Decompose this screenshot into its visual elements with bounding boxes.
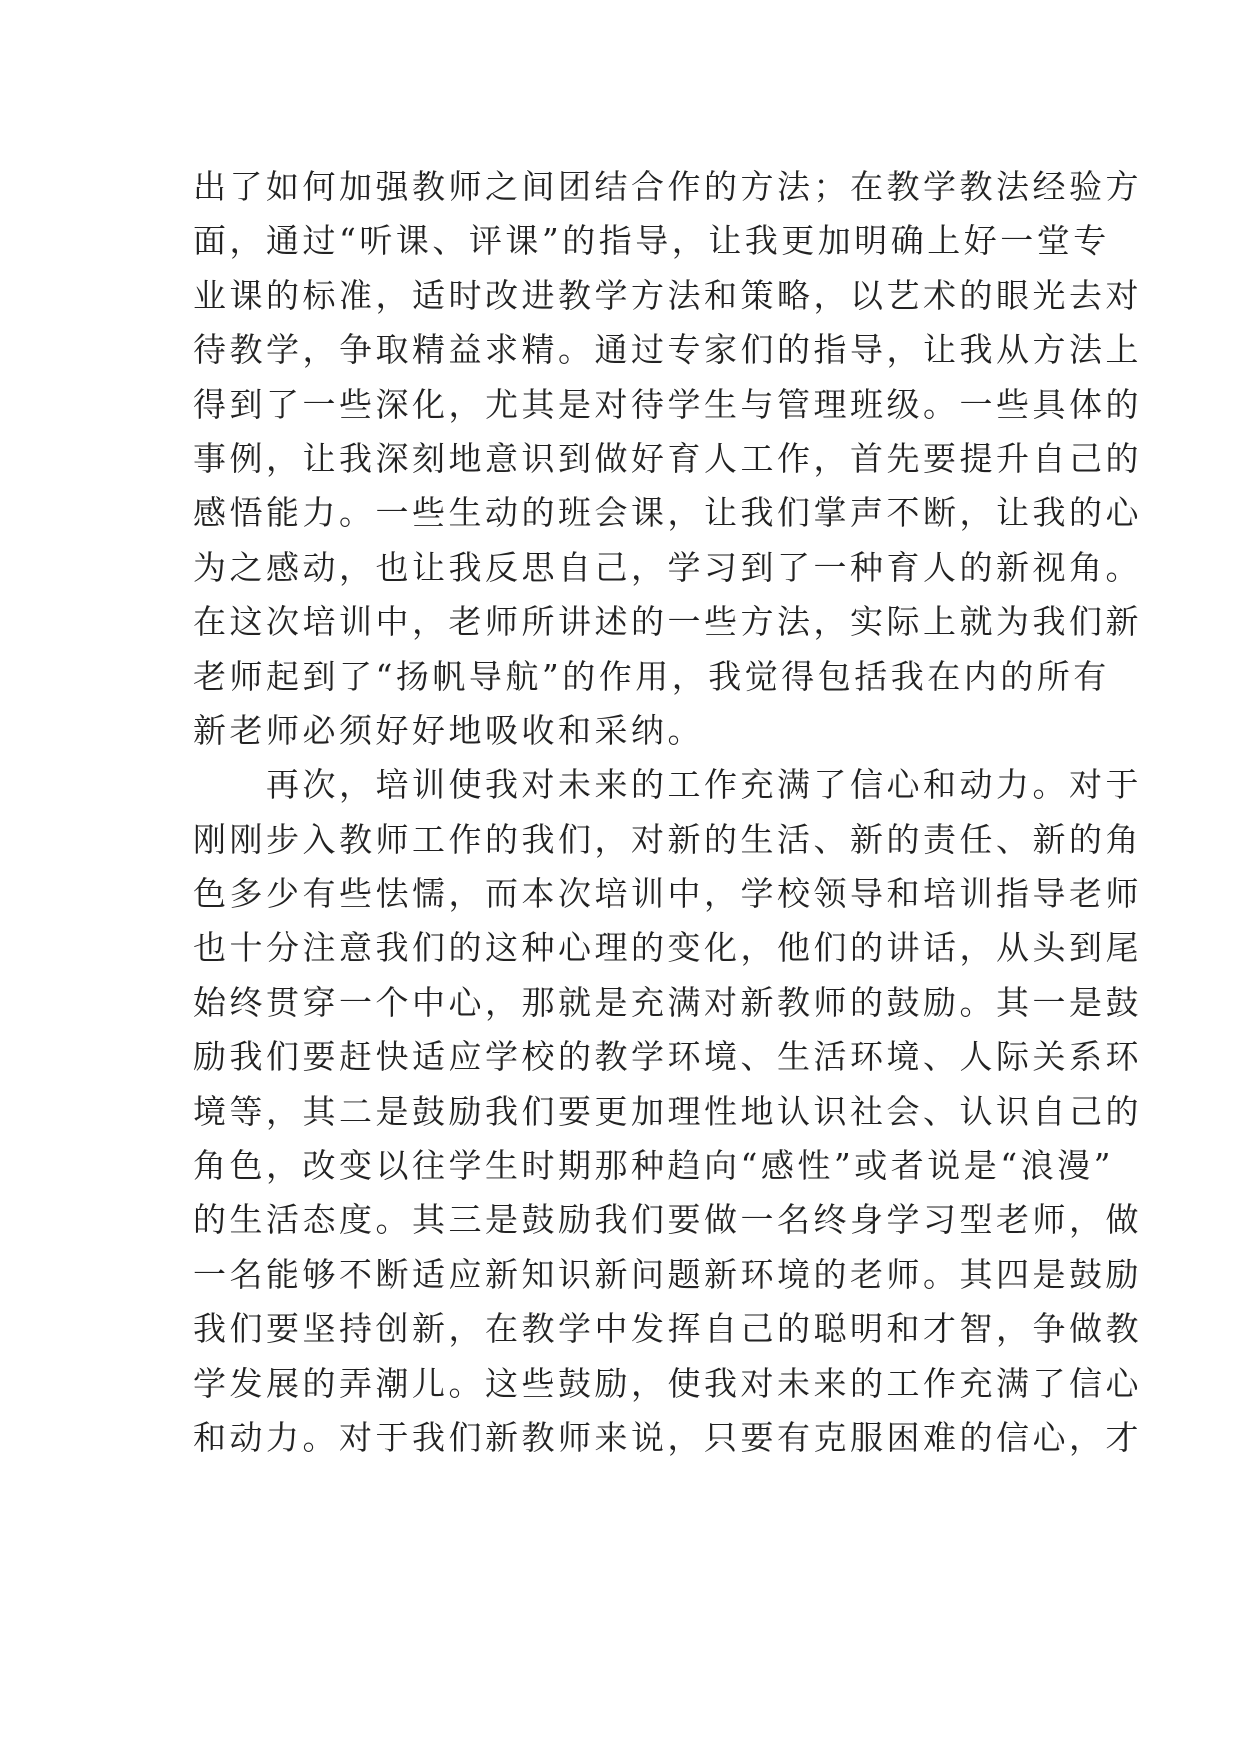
text-line: 也十分注意我们的这种心理的变化，他们的讲话，从头到尾 [193,928,1142,968]
text-line: 和动力。对于我们新教师来说，只要有克服困难的信心，才 [193,1417,1142,1457]
text-line: 业课的标准，适时改进教学方法和策略，以艺术的眼光去对 [193,275,1142,315]
body-text [193,160,1142,1465]
text-line: 在这次培训中，老师所讲述的一些方法，实际上就为我们新 [193,602,1142,642]
text-line: 的生活态度。其三是鼓励我们要做一名终身学习型老师，做 [193,1200,1142,1240]
text-line: 老师起到了“扬帆导航”的作用，我觉得包括我在内的所有 [193,656,1110,696]
text-line: 新老师必须好好地吸收和采纳。 [193,710,704,750]
text-line: 角色，改变以往学生时期那种趋向“感性”或者说是“浪漫” [193,1146,1114,1186]
text-line: 待教学，争取精益求精。通过专家们的指导，让我从方法上 [193,330,1142,370]
text-line: 色多少有些怯懦，而本次培训中，学校领导和培训指导老师 [193,874,1142,914]
text-line: 励我们要赶快适应学校的教学环境、生活环境、人际关系环 [193,1037,1142,1077]
text-line: 一名能够不断适应新知识新问题新环境的老师。其四是鼓励 [193,1254,1142,1294]
text-line: 感悟能力。一些生动的班会课，让我们掌声不断，让我的心 [193,493,1142,533]
text-line: 始终贯穿一个中心，那就是充满对新教师的鼓励。其一是鼓 [193,982,1142,1022]
text-line: 事例，让我深刻地意识到做好育人工作，首先要提升自己的 [193,438,1142,478]
text-line: 出了如何加强教师之间团结合作的方法；在教学教法经验方 [193,167,1142,206]
text-line: 学发展的弄潮儿。这些鼓励，使我对未来的工作充满了信心 [193,1363,1142,1403]
text-line: 刚刚步入教师工作的我们，对新的生活、新的责任、新的角 [193,819,1142,859]
text-line: 境等，其二是鼓励我们要更加理性地认识社会、认识自己的 [193,1091,1142,1131]
text-line: 我们要坚持创新，在教学中发挥自己的聪明和才智，争做教 [193,1309,1142,1349]
text-line: 得到了一些深化，尤其是对待学生与管理班级。一些具体的 [193,384,1142,424]
paragraph-start-line: 再次，培训使我对未来的工作充满了信心和动力。对于 [193,765,1142,805]
text-line: 为之感动，也让我反思自己，学习到了一种育人的新视角。 [193,547,1142,587]
text-line: 面，通过“听课、评课”的指导，让我更加明确上好一堂专 [193,221,1110,261]
